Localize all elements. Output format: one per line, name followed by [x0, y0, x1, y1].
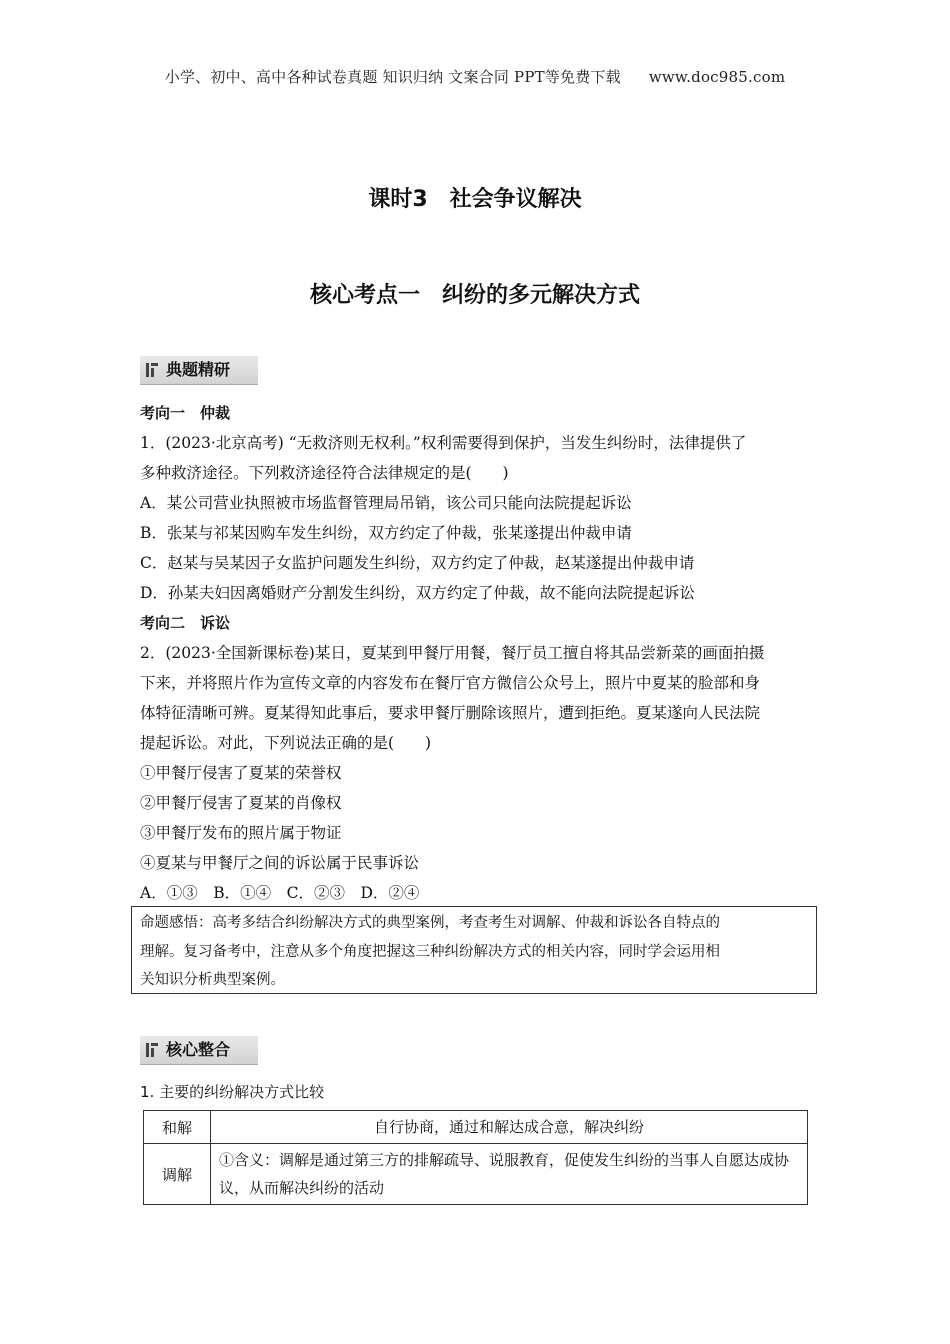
insight-line1: 命题感悟：高考多结合纠纷解决方式的典型案例，考查考生对调解、仲裁和诉讼各自特点的 — [140, 915, 720, 931]
row-content: 自行协商，通过和解达成合意，解决纠纷 — [211, 1111, 808, 1144]
lesson-title: 课时3 社会争议解决 — [368, 187, 582, 212]
q1-option-d: D．孙某夫妇因离婚财产分割发生纠纷，双方约定了仲裁，故不能向法院提起诉讼 — [140, 584, 695, 602]
section-heading-hexin — [140, 1036, 258, 1065]
q2-item-4: ④夏某与甲餐厅之间的诉讼属于民事诉讼 — [140, 854, 420, 872]
q1-option-c: C．赵某与吴某因子女监护问题发生纠纷，双方约定了仲裁，赵某遂提出仲裁申请 — [140, 554, 695, 572]
q2-stem-line2: 下来，并将照片作为宣传文章的内容发布在餐厅官方微信公众号上，照片中夏某的脸部和身 — [140, 674, 761, 692]
insight-line2: 理解。复习备考中，注意从多个角度把握这三种纠纷解决方式的相关内容，同时学会运用相 — [140, 943, 720, 960]
q1-stem-line2: 多种救济途径。下列救济途径符合法律规定的是( ) — [140, 464, 509, 482]
header-url[interactable]: www.doc985.com — [648, 68, 786, 86]
row-head: 调解 — [144, 1144, 211, 1205]
q2-item-1: ①甲餐厅侵害了夏某的荣誉权 — [140, 764, 342, 782]
q2-item-3: ③甲餐厅发布的照片属于物证 — [140, 824, 342, 842]
header-text: 小学、初中、高中各种试卷真题 知识归纳 文案合同 PPT等免费下载 — [164, 68, 621, 86]
section-bar-icon — [146, 363, 158, 377]
q1-option-b: B．张某与祁某因购车发生纠纷，双方约定了仲裁，张某遂提出仲裁申请 — [140, 524, 632, 542]
q2-stem-line1: 2．(2023·全国新课标卷)某日，夏某到甲餐厅用餐，餐厅员工擅自将其品尝新菜的画面拍摄 — [140, 644, 765, 662]
section-label: 核心整合 — [166, 1040, 231, 1059]
table-row — [144, 1144, 808, 1205]
comparison-table — [143, 1110, 808, 1205]
direction-1: 考向一 仲裁 — [140, 404, 231, 422]
section-bar-icon — [146, 1043, 158, 1057]
q1-option-a: A．某公司营业执照被市场监督管理局吊销，该公司只能向法院提起诉讼 — [140, 494, 632, 512]
row-head: 和解 — [144, 1111, 211, 1144]
question-block — [140, 398, 820, 908]
section-heading-dianti — [140, 356, 258, 385]
insight-box — [131, 906, 817, 994]
direction-2: 考向二 诉讼 — [140, 614, 231, 632]
insight-line3: 关知识分析典型案例。 — [140, 972, 285, 988]
q2-stem-line3: 体特征清晰可辨。夏某得知此事后，要求甲餐厅删除该照片，遭到拒绝。夏某遂向人民法院 — [140, 704, 761, 722]
row-content: ①含义：调解是通过第三方的排解疏导、说服教育，促使发生纠纷的当事人自愿达成协议，从而解决纠纷的活动 — [211, 1144, 808, 1205]
q2-stem-line4: 提起诉讼。对此，下列说法正确的是( ) — [140, 734, 432, 752]
point-title: 核心考点一 纠纷的多元解决方式 — [309, 283, 640, 308]
q2-choices: A．①③ B．①④ C．②③ D．②④ — [140, 884, 420, 902]
q2-item-2: ②甲餐厅侵害了夏某的肖像权 — [140, 794, 342, 812]
table-row — [144, 1111, 808, 1144]
section-label: 典题精研 — [166, 360, 231, 379]
table-title: 1. 主要的纠纷解决方式比较 — [140, 1083, 325, 1101]
page-header — [0, 66, 950, 87]
q1-stem-line1: 1．(2023·北京高考) “无救济则无权利。”权利需要得到保护，当发生纠纷时，法律提供了 — [140, 434, 747, 452]
